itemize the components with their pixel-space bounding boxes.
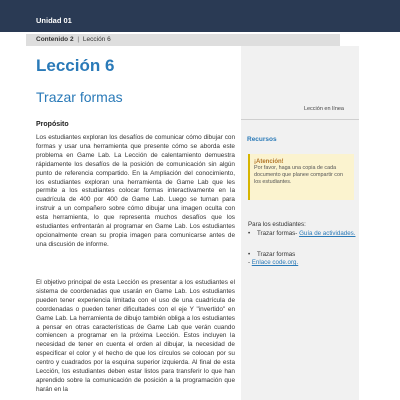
resource-separator: -: [248, 259, 252, 266]
resource-name: Trazar formas: [257, 251, 296, 258]
purpose-heading: Propósito: [36, 121, 69, 128]
resource-separator: -: [295, 230, 300, 237]
resource-name: Trazar formas: [257, 230, 296, 237]
students-label: Para los estudiantes:: [248, 221, 306, 228]
bullet-icon: •: [248, 251, 251, 258]
breadcrumb: [26, 34, 340, 46]
lesson-title: Lección 6: [36, 56, 115, 75]
breadcrumb-separator: |: [77, 36, 80, 43]
resource-item: [248, 230, 358, 238]
code-org-link[interactable]: Enlace code.org.: [251, 259, 299, 266]
bullet-icon: •: [248, 230, 251, 237]
sidebar-divider: [241, 119, 359, 120]
lesson-subtitle: Trazar formas: [36, 89, 123, 105]
breadcrumb-lesson[interactable]: Lección 6: [82, 36, 111, 43]
resource-item: [248, 251, 358, 267]
purpose-paragraph-2: El objetivo principal de esta Lección es presentar a los estudiantes el sistema de coordenadas que usarán en Game Lab. Los estudiantes pueden tener experiencia limitada con el uso de una cuadrícula de coordenadas o pueden tener dificultades con el eje Y "invertido" en Game Lab. La herramienta de dibujo también obliga a los estudiantes a pensar en otras características de Game Lab que verán cuando comiencen a programar en la próxima Lección. Estos incluyen la necesidad de tener en cuenta el orden al dibujar, la necesidad de especificar el color y el hecho de que los círculos se colocan por su centro y cuadrados por la esquina superior izquierda. Al final de esta Lección, los estudiantes deben estar listos para transferir lo que han aprendido sobre la comunicación de posición a la programación que harán en la: [36, 279, 235, 393]
lesson-mode-label: Lección en línea: [303, 106, 344, 112]
purpose-paragraph-1: Los estudiantes exploran los desafíos de comunicar cómo dibujar con formas y usar una herramienta que presente cómo se aborda este problema en Game Lab. La Lección de calentamiento demuestra rápidamente los desafíos de la posición de comunicación sin algún punto de referencia compartido. En la Ampliación del conocimiento, los estudiantes exploran una herramienta de Game Lab que les permite a los estudiantes colocar formas interactivamente en la cuadrícula de 400 por 400 de Game Lab. Luego se turnan para instruir a un compañero sobre cómo dibujar una imagen oculta con esta herramienta, lo que representa muchos desafíos que los estudiantes enfrentarán al programar en Game Lab. Los estudiantes opcionalmente crean su propia imagen para comunicarse antes de una discusión de informe.: [36, 134, 235, 248]
activity-guide-link[interactable]: Guía de actividades.: [299, 230, 356, 237]
attention-notice: [248, 154, 354, 200]
breadcrumb-content[interactable]: Contenido 2: [36, 36, 74, 43]
notice-text: Por favor, haga una copia de cada documento que planee compartir con los estudiantes.: [254, 165, 344, 185]
top-header-bar: [0, 0, 400, 32]
notice-title: ¡Atención!: [254, 159, 284, 165]
resources-heading: Recursos: [247, 136, 277, 143]
unit-label: Unidad 01: [36, 16, 72, 25]
